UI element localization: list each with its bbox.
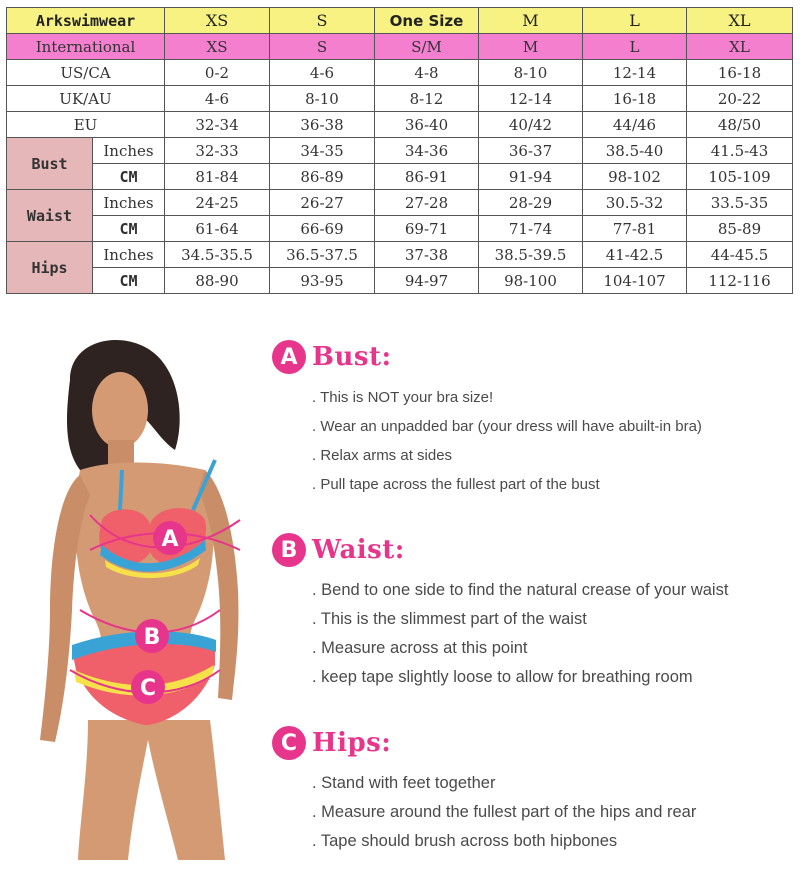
- table-cell: 44-45.5: [687, 242, 793, 268]
- size-chart-body: [7, 8, 793, 294]
- table-cell: 24-25: [165, 190, 270, 216]
- list-item: . keep tape slightly loose to allow for breathing room: [312, 668, 693, 686]
- table-cell: 61-64: [165, 216, 270, 242]
- size-chart-table: [6, 7, 793, 294]
- bust-title: Bust:: [312, 342, 392, 372]
- table-cell: 32-33: [165, 138, 270, 164]
- list-item: . Bend to one side to find the natural crease of your waist: [312, 581, 729, 599]
- waist-inches-row: [7, 190, 793, 216]
- waist-heading: [272, 530, 792, 570]
- table-cell: 91-94: [479, 164, 583, 190]
- waist-section: [272, 530, 792, 692]
- table-cell: 32-34: [165, 112, 270, 138]
- unit-label: CM: [93, 268, 165, 294]
- table-cell: 86-91: [375, 164, 479, 190]
- table-cell: 8-10: [479, 60, 583, 86]
- bikini-strap-left: [120, 470, 122, 510]
- table-cell: 105-109: [687, 164, 793, 190]
- table-cell: 28-29: [479, 190, 583, 216]
- waist-group-label: Waist: [7, 190, 93, 242]
- hips-badge-icon: C: [272, 726, 306, 760]
- table-cell: 34.5-35.5: [165, 242, 270, 268]
- list-item: . Pull tape across the fullest part of the bust: [312, 476, 600, 493]
- unit-label: Inches: [93, 242, 165, 268]
- table-cell: 34-36: [375, 138, 479, 164]
- table-cell: 36-40: [375, 112, 479, 138]
- table-cell: 16-18: [583, 86, 687, 112]
- table-cell: 104-107: [583, 268, 687, 294]
- table-cell: 88-90: [165, 268, 270, 294]
- table-cell: 12-14: [479, 86, 583, 112]
- table-cell: 40/42: [479, 112, 583, 138]
- table-cell: 86-89: [270, 164, 375, 190]
- list-item: . This is NOT your bra size!: [312, 389, 494, 406]
- bust-instructions: [272, 383, 792, 499]
- table-cell: 26-27: [270, 190, 375, 216]
- marker-b: [135, 619, 169, 653]
- table-cell: 4-6: [165, 86, 270, 112]
- list-item: . Measure around the fullest part of the hips and rear: [312, 803, 697, 821]
- marker-b-label: B: [143, 625, 161, 650]
- table-cell: 71-74: [479, 216, 583, 242]
- bust-cm-row: [7, 164, 793, 190]
- table-cell: 94-97: [375, 268, 479, 294]
- table-cell: 41-42.5: [583, 242, 687, 268]
- header-cell: M: [479, 8, 583, 34]
- header-cell: XL: [687, 8, 793, 34]
- table-cell: 69-71: [375, 216, 479, 242]
- hips-cm-row: [7, 268, 793, 294]
- bust-inches-row: [7, 138, 793, 164]
- table-cell: 36-37: [479, 138, 583, 164]
- table-cell: 44/46: [583, 112, 687, 138]
- bust-badge-icon: A: [272, 340, 306, 374]
- marker-c-label: C: [139, 676, 157, 701]
- bust-section: [272, 337, 792, 499]
- unit-label: CM: [93, 164, 165, 190]
- hips-group-label: Hips: [7, 242, 93, 294]
- brand-cell: Arkswimwear: [7, 8, 165, 34]
- legs-shape: [78, 720, 225, 860]
- hips-section: [272, 723, 792, 856]
- unit-label: CM: [93, 216, 165, 242]
- list-item: . Tape should brush across both hipbones: [312, 832, 618, 850]
- international-row: [7, 34, 793, 60]
- table-cell: 8-10: [270, 86, 375, 112]
- table-cell: 36-38: [270, 112, 375, 138]
- table-cell: 98-100: [479, 268, 583, 294]
- waist-badge-icon: B: [272, 533, 306, 567]
- list-item: . Stand with feet together: [312, 774, 496, 792]
- left-arm-shape: [40, 475, 90, 742]
- list-item: . This is the slimmest part of the waist: [312, 610, 587, 628]
- table-cell: 27-28: [375, 190, 479, 216]
- table-cell: 98-102: [583, 164, 687, 190]
- table-cell: 48/50: [687, 112, 793, 138]
- row-label: US/CA: [7, 60, 165, 86]
- table-cell: 112-116: [687, 268, 793, 294]
- table-cell: 20-22: [687, 86, 793, 112]
- table-cell: 38.5-39.5: [479, 242, 583, 268]
- marker-c: [131, 670, 165, 704]
- face-shape: [92, 372, 148, 448]
- marker-a-label: A: [161, 527, 179, 552]
- hips-inches-row: [7, 242, 793, 268]
- table-cell: 38.5-40: [583, 138, 687, 164]
- table-cell: 0-2: [165, 60, 270, 86]
- table-cell: 85-89: [687, 216, 793, 242]
- table-cell: 8-12: [375, 86, 479, 112]
- table-cell: 33.5-35: [687, 190, 793, 216]
- table-cell: S: [270, 34, 375, 60]
- eu-row: [7, 112, 793, 138]
- list-item: . Measure across at this point: [312, 639, 528, 657]
- table-cell: 37-38: [375, 242, 479, 268]
- table-cell: 66-69: [270, 216, 375, 242]
- bust-heading: [272, 337, 792, 377]
- list-item: . Wear an unpadded bar (your dress will have abuilt-in bra): [312, 418, 702, 435]
- table-cell: 30.5-32: [583, 190, 687, 216]
- waist-cm-row: [7, 216, 793, 242]
- table-cell: 4-6: [270, 60, 375, 86]
- us-ca-row: [7, 60, 793, 86]
- table-cell: S/M: [375, 34, 479, 60]
- model-figure: [10, 320, 260, 860]
- hips-heading: [272, 723, 792, 763]
- table-cell: L: [583, 34, 687, 60]
- hips-title: Hips:: [312, 728, 392, 758]
- header-cell: S: [270, 8, 375, 34]
- table-cell: 77-81: [583, 216, 687, 242]
- waist-instructions: [272, 576, 792, 692]
- unit-label: Inches: [93, 190, 165, 216]
- uk-au-row: [7, 86, 793, 112]
- bust-group-label: Bust: [7, 138, 93, 190]
- unit-label: Inches: [93, 138, 165, 164]
- header-cell: One Size: [375, 8, 479, 34]
- table-cell: XL: [687, 34, 793, 60]
- table-cell: 81-84: [165, 164, 270, 190]
- table-cell: 93-95: [270, 268, 375, 294]
- table-cell: 34-35: [270, 138, 375, 164]
- header-cell: XS: [165, 8, 270, 34]
- table-cell: 16-18: [687, 60, 793, 86]
- table-cell: 41.5-43: [687, 138, 793, 164]
- table-cell: M: [479, 34, 583, 60]
- header-row: [7, 8, 793, 34]
- hips-instructions: [272, 769, 792, 856]
- table-cell: 12-14: [583, 60, 687, 86]
- waist-title: Waist:: [312, 535, 405, 565]
- table-cell: 4-8: [375, 60, 479, 86]
- row-label: EU: [7, 112, 165, 138]
- marker-a: [153, 521, 187, 555]
- table-cell: 36.5-37.5: [270, 242, 375, 268]
- header-cell: L: [583, 8, 687, 34]
- row-label: International: [7, 34, 165, 60]
- table-cell: XS: [165, 34, 270, 60]
- list-item: . Relax arms at sides: [312, 447, 453, 464]
- row-label: UK/AU: [7, 86, 165, 112]
